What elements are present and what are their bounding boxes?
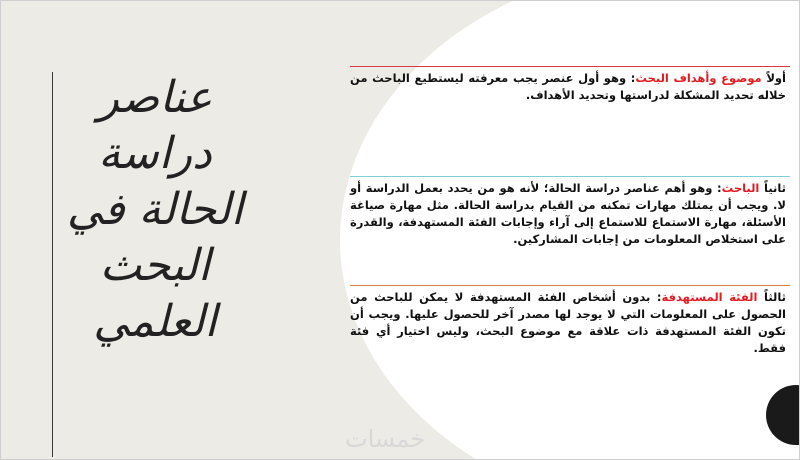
section-body: : وهو أهم عناصر دراسة الحالة؛ لأنه هو من يحدد بعمل الدراسة أو لا. ويجب أن يمتلك مهارات تمكنه من القيام بدراسة الحالة. مثل مهارة صياغة الأسئلة، مهارة الاستماع للاستماع إلى آراء وإجابات الفئة المستهدفة، والقدرة على استخلاص المعلومات من إجابات المشاركين.	[350, 181, 786, 246]
title-line: عناصر	[97, 72, 213, 123]
section-body: : وهو أول عنصر يجب معرفته ليستطيع الباحث من خلاله تحديد المشكلة لدراستها وتحديد الأهداف.	[350, 71, 786, 102]
section-label: ثانياً	[764, 181, 786, 195]
watermark: خمسات	[345, 425, 426, 453]
title-line: البحث	[99, 240, 211, 291]
title-line: الحالة في	[66, 184, 244, 235]
section-third	[350, 285, 790, 357]
slide-title	[60, 70, 250, 350]
section-body: : بدون أشخاص الفئة المستهدفة لا يمكن للباحث من الحصول على المعلومات التي لا يوجد لها مصدر آخر للحصول عليها. ويجب أن تكون الفئة المستهدفة ذات علاقة مع موضوع البحث، وليس اختيار أي فئة فقط.	[350, 290, 786, 355]
section-heading: الباحث	[721, 181, 760, 195]
section-second	[350, 176, 790, 248]
section-label: أولاً	[766, 71, 786, 85]
section-heading: الفئة المستهدفة	[661, 290, 758, 304]
vertical-divider-line	[52, 72, 53, 457]
title-line: دراسة	[98, 128, 212, 179]
title-line: العلمي	[93, 296, 217, 347]
section-heading: موضوع وأهداف البحث	[635, 71, 762, 85]
section-label: ثالثاً	[764, 290, 786, 304]
section-first	[350, 66, 790, 104]
